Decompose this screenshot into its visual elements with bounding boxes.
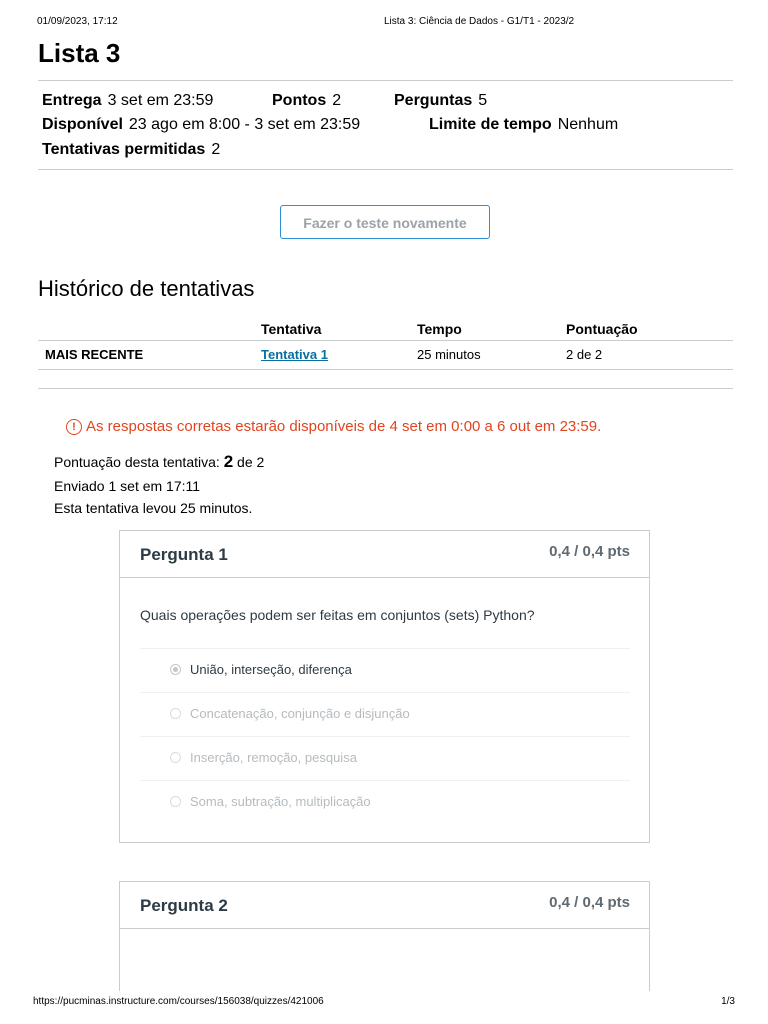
col-score: Pontuação bbox=[566, 321, 638, 337]
question-points: 0,4 / 0,4 pts bbox=[549, 543, 630, 560]
answer-option-1[interactable] bbox=[140, 648, 630, 692]
points-value: 2 bbox=[332, 92, 342, 109]
attempt-time: 25 minutos bbox=[417, 347, 481, 362]
page-url: https://pucminas.instructure.com/courses/156038/quizzes/421006 bbox=[33, 996, 324, 1007]
radio-selected-icon bbox=[170, 664, 181, 675]
availability bbox=[42, 116, 360, 134]
table-row bbox=[38, 341, 733, 370]
row-label: MAIS RECENTE bbox=[45, 347, 144, 362]
question-title: Pergunta 2 bbox=[140, 896, 228, 915]
attempt-score: 2 de 2 bbox=[566, 347, 603, 362]
divider bbox=[38, 80, 733, 81]
allowed-attempts bbox=[42, 141, 220, 159]
radio-icon bbox=[170, 796, 181, 807]
question-text: Quais operações podem ser feitas em conjuntos (sets) Python? bbox=[140, 607, 535, 623]
print-datetime: 01/09/2023, 17:12 bbox=[37, 16, 118, 27]
questions-count bbox=[394, 92, 487, 110]
points-label: Pontos bbox=[272, 92, 327, 109]
score-value: 2 bbox=[223, 452, 234, 471]
attempt-score-summary bbox=[54, 452, 264, 472]
question-card-1 bbox=[119, 530, 650, 843]
question-card-2 bbox=[119, 881, 650, 991]
time-limit-value: Nenhum bbox=[557, 116, 619, 133]
retake-quiz-button[interactable]: Fazer o teste novamente bbox=[280, 205, 490, 239]
attempt-link[interactable]: Tentativa 1 bbox=[261, 347, 328, 362]
answer-label: Soma, subtração, multiplicação bbox=[190, 794, 371, 809]
radio-icon bbox=[170, 752, 181, 763]
attempts-label: Tentativas permitidas bbox=[42, 141, 206, 158]
available-value: 23 ago em 8:00 - 3 set em 23:59 bbox=[128, 116, 361, 133]
questions-label: Perguntas bbox=[394, 92, 473, 109]
col-time: Tempo bbox=[417, 321, 462, 337]
submitted-info: Enviado 1 set em 17:11 bbox=[54, 478, 201, 494]
attempts-value: 2 bbox=[211, 141, 221, 158]
question-title: Pergunta 1 bbox=[140, 545, 228, 564]
warning-text: As respostas corretas estarão disponíveis de 4 set em 0:00 a 6 out em 23:59. bbox=[86, 418, 602, 435]
page-number: 1/3 bbox=[721, 996, 735, 1007]
score-prefix: Pontuação desta tentativa: bbox=[54, 454, 220, 470]
points bbox=[272, 92, 341, 110]
answers-availability-warning bbox=[66, 418, 601, 435]
question-points: 0,4 / 0,4 pts bbox=[549, 894, 630, 911]
history-table-header bbox=[38, 318, 733, 341]
warning-icon: ! bbox=[66, 419, 82, 435]
answer-label: Inserção, remoção, pesquisa bbox=[190, 750, 357, 765]
attempt-history-title: Histórico de tentativas bbox=[38, 276, 255, 301]
time-limit bbox=[429, 116, 618, 134]
answer-option-2[interactable] bbox=[140, 692, 630, 736]
due-label: Entrega bbox=[42, 92, 102, 109]
time-limit-label: Limite de tempo bbox=[429, 116, 552, 133]
score-suffix: de 2 bbox=[237, 454, 265, 470]
questions-value: 5 bbox=[478, 92, 488, 109]
answer-option-4[interactable] bbox=[140, 780, 630, 824]
divider bbox=[38, 169, 733, 170]
answer-label: União, interseção, diferença bbox=[190, 662, 352, 677]
page-title: Lista 3 bbox=[38, 38, 121, 68]
available-label: Disponível bbox=[42, 116, 123, 133]
question-header bbox=[120, 882, 649, 929]
print-doc-title: Lista 3: Ciência de Dados - G1/T1 - 2023/2 bbox=[384, 16, 575, 27]
divider bbox=[38, 388, 733, 389]
due-date bbox=[42, 92, 213, 110]
answer-option-3[interactable] bbox=[140, 736, 630, 780]
radio-icon bbox=[170, 708, 181, 719]
due-value: 3 set em 23:59 bbox=[107, 92, 214, 109]
col-attempt: Tentativa bbox=[261, 321, 322, 337]
question-header bbox=[120, 531, 649, 578]
answer-label: Concatenação, conjunção e disjunção bbox=[190, 706, 410, 721]
duration-info: Esta tentativa levou 25 minutos. bbox=[54, 500, 253, 516]
